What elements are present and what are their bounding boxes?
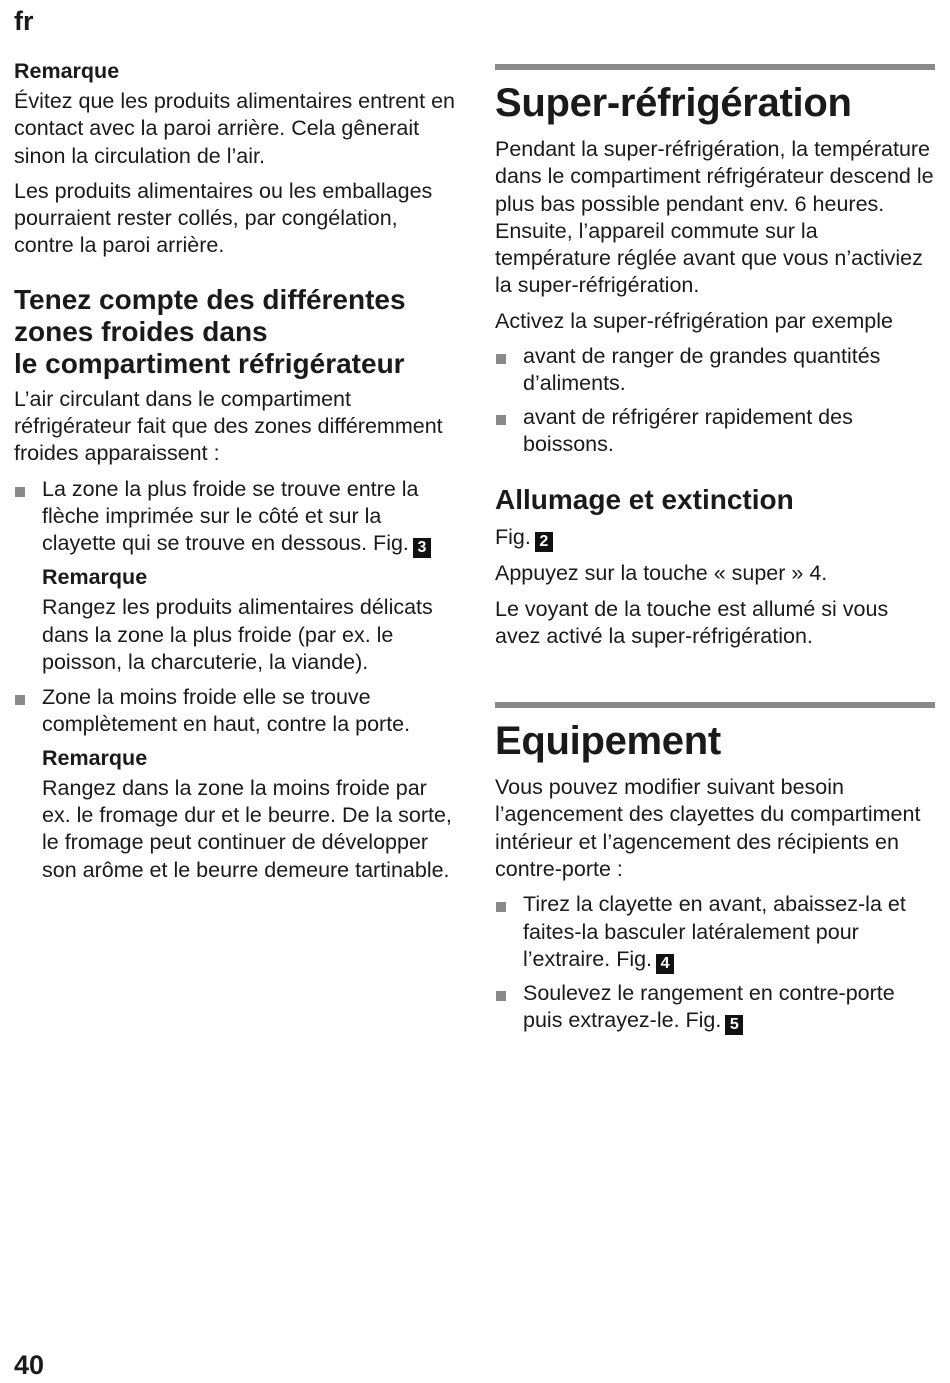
section-title-equipment: Equipement (495, 719, 721, 764)
list-item: Soulevez le rangement en contre-porte puis extrayez-le. Fig. 5 (495, 980, 935, 1035)
figure-ref-badge: 3 (413, 538, 431, 558)
bullet-list (495, 891, 935, 1035)
sub-note (42, 564, 459, 676)
paragraph: Pendant la super-réfrigération, la température dans le compartiment réfrigérateur descend le plus bas possible pendant env. 6 heures. Ensuite, l’appareil commute sur la température réglée avant que vous n’activiez la super-réfrigération. (495, 137, 934, 298)
right-column (495, 64, 935, 1041)
list-item: avant de ranger de grandes quantités d’aliments. (495, 343, 935, 398)
list-item: avant de réfrigérer rapidement des boissons. (495, 404, 935, 459)
list-item: Zone la moins froide elle se trouve complètement en haut, contre la porte. Remarque Rangez dans la zone la moins froide par ex. le fromage dur et le beurre. De la sorte, le fromage peut continuer de développer son arôme et le beurre demeure tartinable. (14, 684, 459, 884)
list-item: La zone la plus froide se trouve entre la flèche imprimée sur le côté et sur la clayette qui se trouve en dessous. Fig. 3 Remarque Rangez les produits alimentaires délicats dans la zone la plus froide (par ex. le poisson, la charcuterie, la viande). (14, 476, 459, 676)
bullet-list (14, 476, 459, 884)
section-title-super-cooling: Super-réfrigération (495, 81, 852, 125)
paragraph: Activez la super-réfrigération par exemple (495, 308, 893, 333)
paragraph: Vous pouvez modifier suivant besoin l’agencement des clayettes du compartiment intérieur et l’agencement des récipients en contre-porte : (495, 775, 921, 882)
subsection-title: Allumage et extinction (495, 484, 794, 516)
note-title: Remarque (14, 59, 120, 83)
left-column (14, 58, 459, 892)
paragraph: Le voyant de la touche est allumé si vous avez activé la super-réfrigération. (495, 596, 889, 648)
figure-ref-badge: 5 (725, 1015, 743, 1035)
figure-ref-badge: 2 (535, 532, 553, 552)
note-paragraph: Rangez dans la zone la moins froide par ex. le fromage dur et le beurre. De la sorte, le fromage peut continuer de développer son arôme et le beurre demeure tartinable. (42, 775, 452, 882)
list-item: Tirez la clayette en avant, abaissez-la et faites-la basculer latéralement pour l’extraire. Fig. 4 (495, 891, 935, 974)
bullet-list (495, 343, 935, 458)
page-number: 40 (14, 1350, 45, 1380)
note-paragraph: Les produits alimentaires ou les emballages pourraient rester collés, par congélation, contre la paroi arrière. (14, 178, 433, 258)
language-label: fr (14, 6, 34, 36)
note-title: Remarque (42, 565, 148, 590)
sub-note (42, 745, 459, 884)
section-divider (495, 702, 935, 708)
section-divider (495, 64, 935, 70)
note-title: Remarque (42, 745, 148, 770)
note-paragraph: Évitez que les produits alimentaires entrent en contact avec la paroi arrière. Cela gênerait sinon la circulation de l’air. (14, 89, 455, 168)
section-heading-cold-zones: Tenez compte des différentes zones froides dans le compartiment réfrigérateur (14, 283, 406, 379)
section-intro: L’air circulant dans le compartiment réfrigérateur fait que des zones différemment froides apparaissent : (14, 386, 443, 466)
note-paragraph: Rangez les produits alimentaires délicats dans la zone la plus froide (par ex. le poisson, la charcuterie, la viande). (42, 595, 433, 674)
paragraph: Appuyez sur la touche « super » 4. (495, 561, 828, 586)
figure-ref-badge: 4 (656, 954, 674, 974)
figure-reference: Fig. 2 (495, 524, 935, 552)
